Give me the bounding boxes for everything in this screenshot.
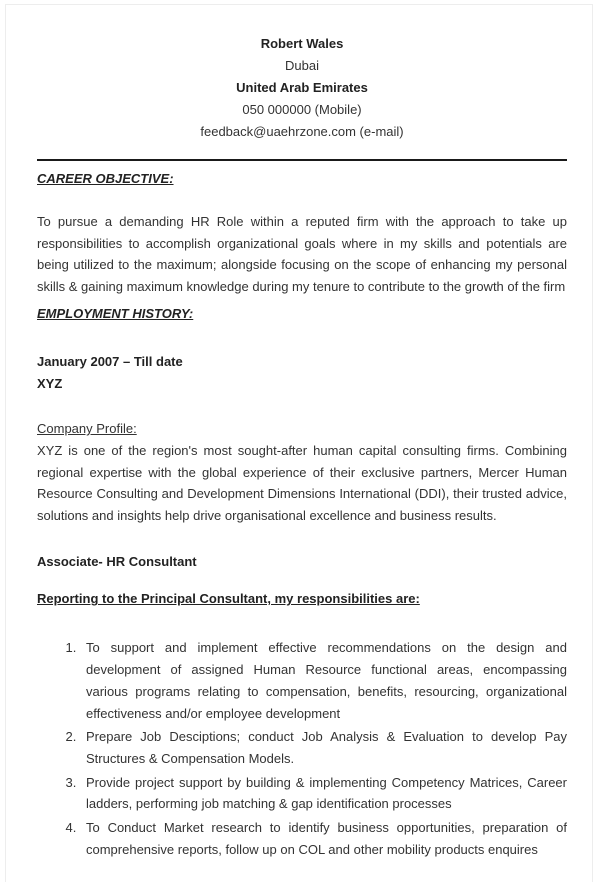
responsibility-item: 1. To support and implement effective recommendations on the design and development of assigned Human Resource functional areas, encompassing various programs relating to compensation, benefits, resourcing, organizational effectiveness and/or employee development [80,637,567,724]
contact-city: Dubai [285,58,319,73]
responsibility-item: 2. Prepare Job Desciptions; conduct Job Analysis & Evaluation to develop Pay Structures & Compensation Models. [80,726,567,769]
job-title: Associate- HR Consultant [37,553,197,569]
responsibility-item: 4. To Conduct Market research to identify business opportunities, preparation of comprehensive reports, follow up on COL and other mobility products enquires [80,817,567,860]
company-profile-heading: Company Profile: [37,421,137,437]
contact-phone: 050 000000 (Mobile) [242,102,362,117]
career-objective-text: To pursue a demanding HR Role within a reputed firm with the approach to take up responsibilities to accomplish organizational goals where in my skills and potentials are being utilized to the maximum; alongside focusing on the scope of enhancing my personal skills & gaining maximum knowledge during my tenure to contribute to the growth of the firm [37,214,567,295]
contact-header [37,0,567,143]
company-profile-text: XYZ is one of the region's most sought-after human capital consulting firms. Combining regional expertise with the global experience of their exclusive partners, Mercer Human Resource Consulting and Development Dimensions International (DDI), their trusted advice, solutions and insights help drive organisational excellence and business results. [37,442,567,524]
responsibilities-heading: Reporting to the Principal Consultant, my responsibilities are: [37,591,420,607]
responsibilities-list [37,637,567,860]
contact-name: Robert Wales [260,36,344,51]
employment-history-heading: EMPLOYMENT HISTORY: [37,305,194,321]
contact-email: feedback@uaehrzone.com (e-mail) [200,124,404,139]
employment-entry-header [37,351,567,394]
responsibility-item: 3. Provide project support by building & implementing Competency Matrices, Career ladders, performing job matching & gap identification processes [80,772,567,815]
company-profile-section [37,418,567,527]
resume-content [37,0,567,860]
career-objective-heading: CAREER OBJECTIVE: [37,171,174,186]
employment-period: January 2007 – Till date [37,353,183,369]
contact-country: United Arab Emirates [236,80,368,95]
divider-rule [37,159,567,161]
company-name: XYZ [37,375,63,391]
